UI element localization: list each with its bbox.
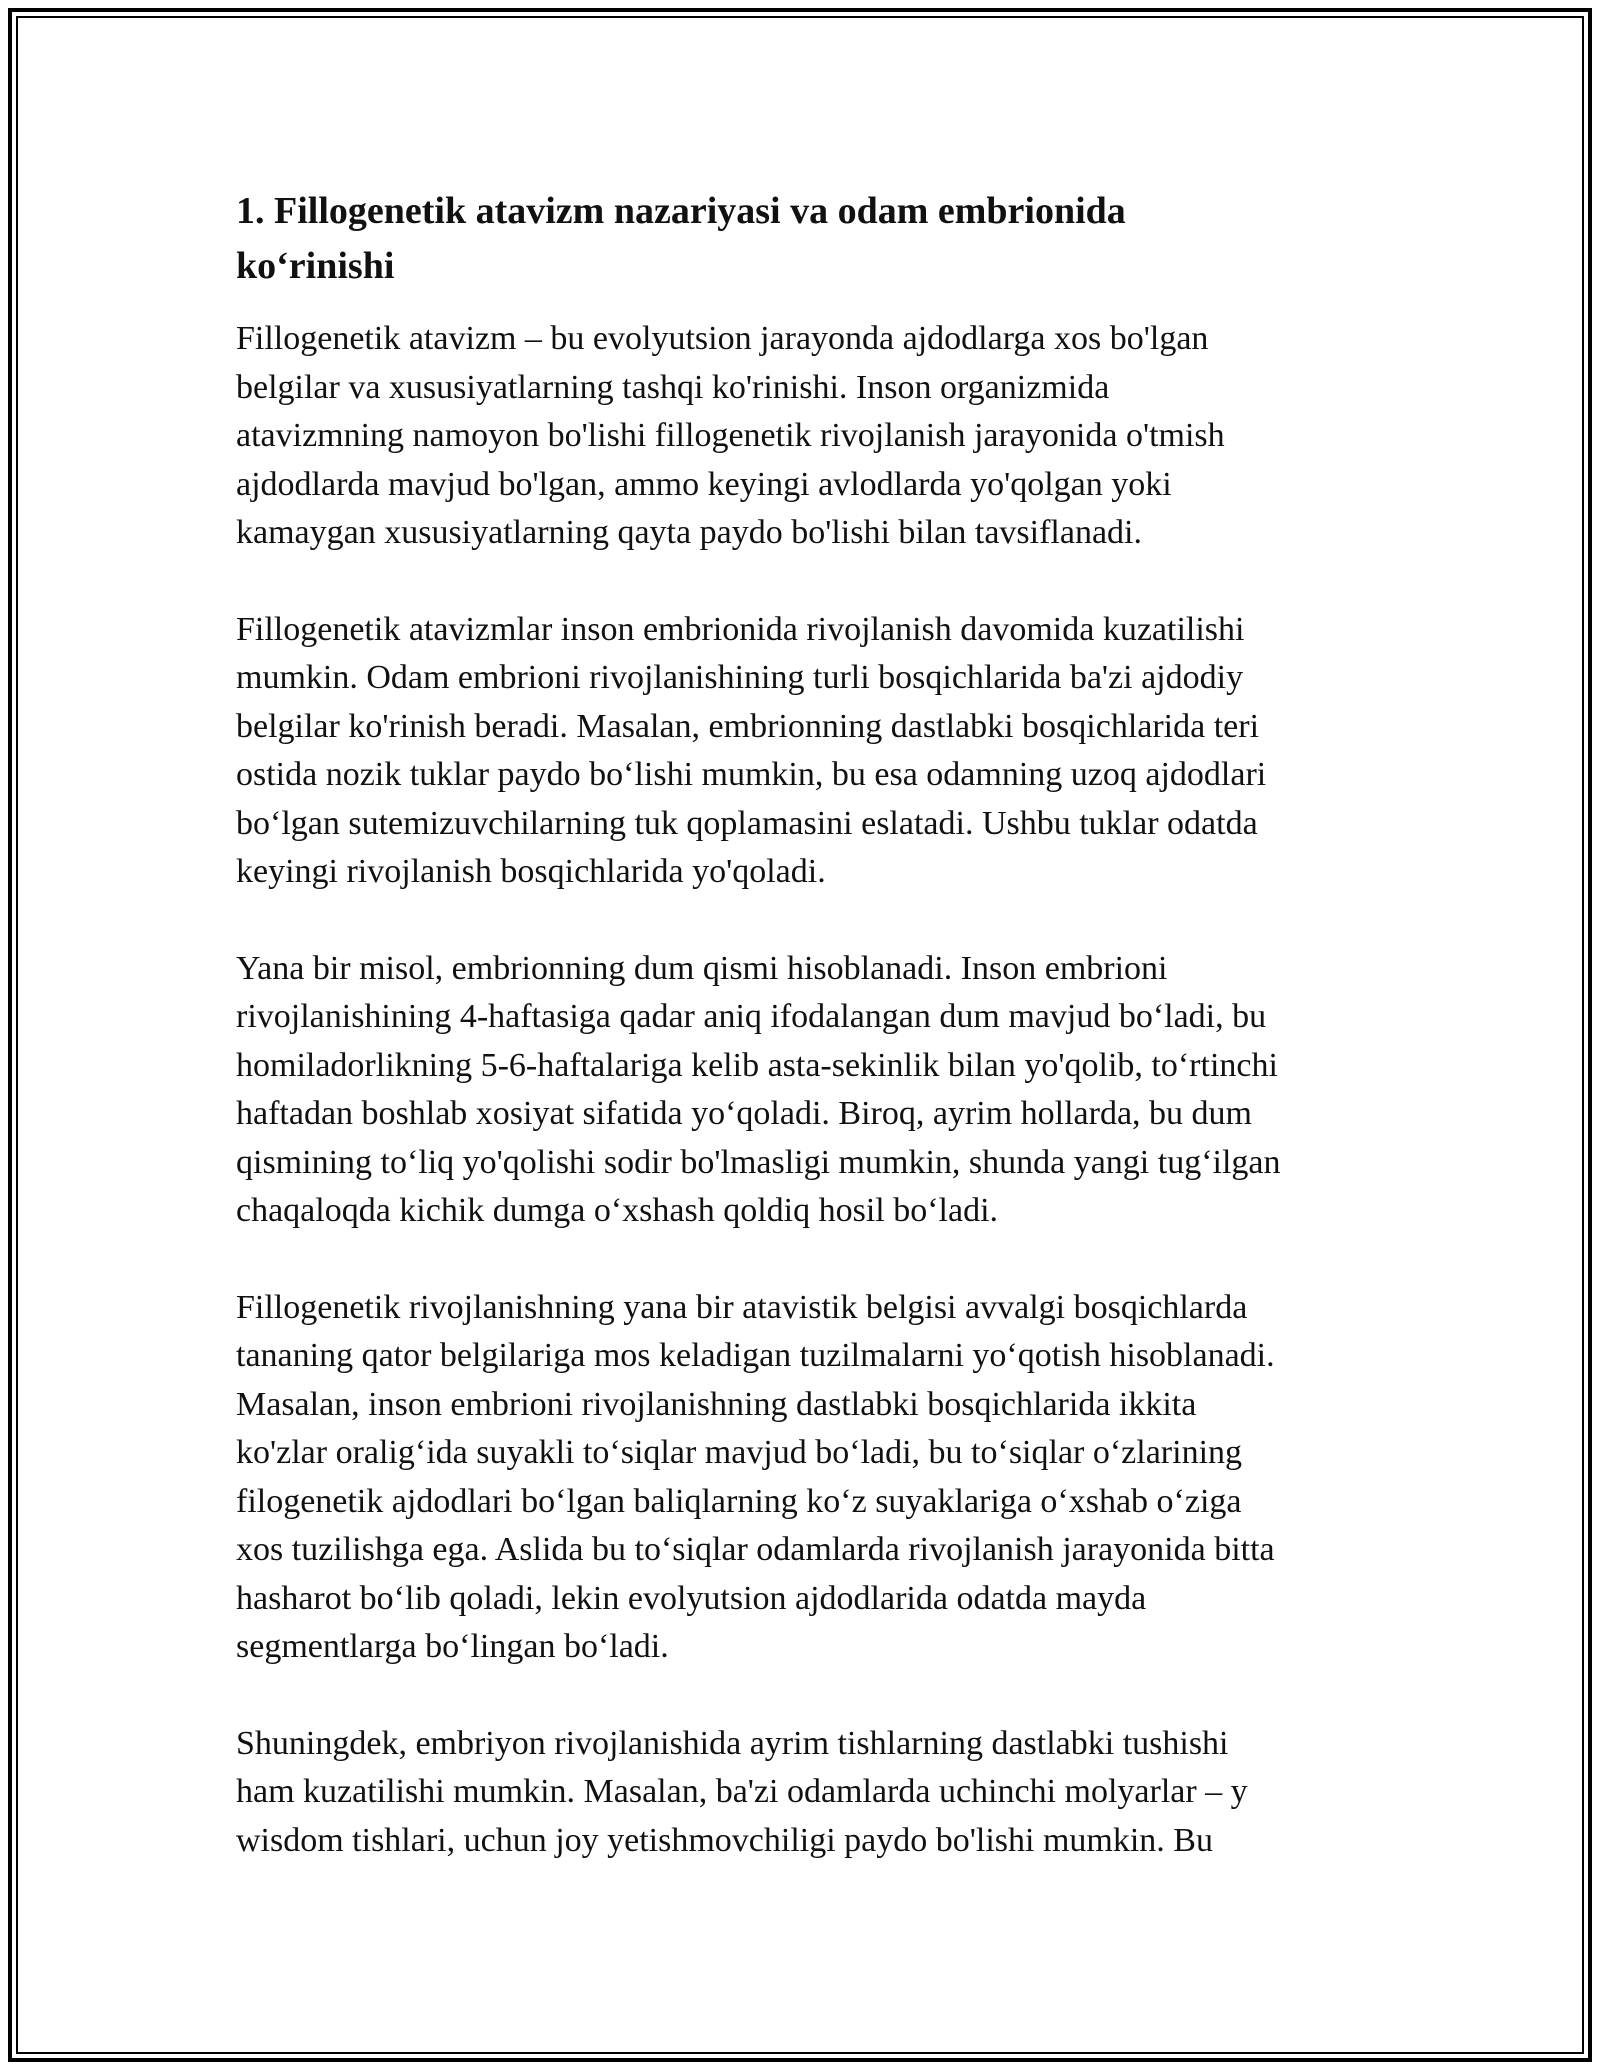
paragraph-line: wisdom tishlari, uchun joy yetishmovchiligi paydo bo'lishi mumkin. Bu bbox=[236, 1821, 1213, 1859]
paragraph-line: filogenetik ajdodlari bo‘lgan baliqlarning ko‘z suyaklariga o‘xshab o‘ziga bbox=[236, 1482, 1242, 1520]
paragraph-line: Masalan, inson embrioni rivojlanishning dastlabki bosqichlarida ikkita bbox=[236, 1385, 1197, 1423]
paragraph-line: segmentlarga bo‘lingan bo‘ladi. bbox=[236, 1628, 669, 1665]
paragraph-3 bbox=[236, 945, 1376, 1236]
paragraph-line: qismining to‘liq yo'qolishi sodir bo'lmasligi mumkin, shunda yangi tug‘ilgan bbox=[236, 1143, 1281, 1181]
paragraph-line: kamaygan xususiyatlarning qayta paydo bo'lishi bilan tavsiflanadi. bbox=[236, 514, 1142, 551]
paragraph-line: ham kuzatilishi mumkin. Masalan, ba'zi odamlarda uchinchi molyarlar – y bbox=[236, 1773, 1248, 1810]
paragraph-line: ko'zlar oralig‘ida suyakli to‘siqlar mavjud bo‘ladi, bu to‘siqlar o‘zlarining bbox=[236, 1434, 1243, 1471]
paragraph-line: mumkin. Odam embrioni rivojlanishining turli bosqichlarida ba'zi ajdodiy bbox=[236, 659, 1244, 696]
paragraph-4 bbox=[236, 1284, 1376, 1672]
paragraph-line: bo‘lgan sutemizuvchilarning tuk qoplamasini eslatadi. Ushbu tuklar odatda bbox=[236, 804, 1258, 842]
paragraph-line: Fillogenetik rivojlanishning yana bir atavistik belgisi avvalgi bosqichlarda bbox=[236, 1288, 1248, 1326]
paragraph-line: hasharot bo‘lib qoladi, lekin evolyutsion ajdodlarida odatda mayda bbox=[236, 1579, 1147, 1617]
document-body bbox=[236, 184, 1376, 1913]
paragraph-1 bbox=[236, 315, 1376, 558]
paragraph-line: Fillogenetik atavizmlar inson embrionida rivojlanish davomida kuzatilishi bbox=[236, 610, 1245, 648]
paragraph-line: keyingi rivojlanish bosqichlarida yo'qoladi. bbox=[236, 853, 826, 890]
paragraph-line: rivojlanishining 4-haftasiga qadar aniq ifodalangan dum mavjud bo‘ladi, bu bbox=[236, 998, 1267, 1035]
paragraph-line: Fillogenetik atavizm – bu evolyutsion jarayonda ajdodlarga xos bo'lgan bbox=[236, 320, 1209, 357]
paragraph-line: tananing qator belgilariga mos keladigan tuzilmalarni yo‘qotish hisoblanadi. bbox=[236, 1337, 1275, 1374]
paragraph-line: ostida nozik tuklar paydo bo‘lishi mumkin, bu esa odamning uzoq ajdodlari bbox=[236, 756, 1267, 793]
paragraph-line: atavizmning namoyon bo'lishi fillogenetik rivojlanish jarayonida o'tmish bbox=[236, 417, 1225, 454]
paragraph-5 bbox=[236, 1720, 1376, 1866]
paragraph-line: ajdodlarda mavjud bo'lgan, ammo keyingi avlodlarda yo'qolgan yoki bbox=[236, 465, 1172, 503]
paragraph-line: homiladorlikning 5-6-haftalariga kelib asta-sekinlik bilan yo'qolib, to‘rtinchi bbox=[236, 1046, 1278, 1084]
paragraph-line: Shuningdek, embriyon rivojlanishida ayrim tishlarning dastlabki tushishi bbox=[236, 1724, 1229, 1762]
paragraph-line: xos tuzilishga ega. Aslida bu to‘siqlar odamlarda rivojlanish jarayonida bitta bbox=[236, 1531, 1275, 1568]
paragraph-line: haftadan boshlab xosiyat sifatida yo‘qoladi. Biroq, ayrim hollarda, bu dum bbox=[236, 1095, 1252, 1132]
paragraph-line: chaqaloqda kichik dumga o‘xshash qoldiq hosil bo‘ladi. bbox=[236, 1192, 999, 1229]
section-heading-line-2: ko‘rinishi bbox=[236, 245, 395, 287]
paragraph-line: belgilar va xususiyatlarning tashqi ko'rinishi. Inson organizmida bbox=[236, 368, 1110, 406]
paragraph-2 bbox=[236, 606, 1376, 897]
section-heading-line-1: 1. Fillogenetik atavizm nazariyasi va odam embrionida bbox=[236, 190, 1126, 232]
section-heading bbox=[236, 184, 1376, 294]
paragraph-line: belgilar ko'rinish beradi. Masalan, embrionning dastlabki bosqichlarida teri bbox=[236, 707, 1260, 745]
paragraph-line: Yana bir misol, embrionning dum qismi hisoblanadi. Inson embrioni bbox=[236, 949, 1168, 987]
